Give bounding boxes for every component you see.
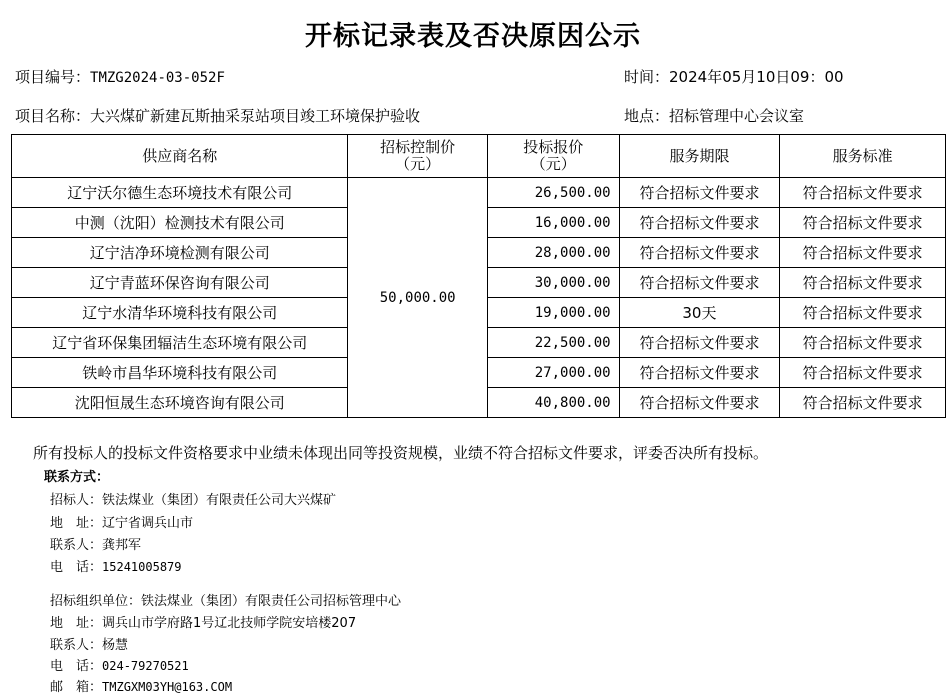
service-standard-cell: 符合招标文件要求 (780, 178, 946, 208)
tenderer-contact-row (50, 534, 141, 553)
service-standard-cell: 符合招标文件要求 (780, 358, 946, 388)
supplier-cell: 辽宁沃尔德生态环境技术有限公司 (12, 178, 348, 208)
service-standard-cell: 符合招标文件要求 (780, 238, 946, 268)
project-name (15, 105, 420, 126)
service-period-cell: 符合招标文件要求 (619, 388, 780, 418)
bid-price-cell: 27,000.00 (487, 358, 619, 388)
service-period-cell: 符合招标文件要求 (619, 268, 780, 298)
bid-price-cell: 40,800.00 (487, 388, 619, 418)
header-bid-price (487, 135, 619, 178)
bid-price-cell: 28,000.00 (487, 238, 619, 268)
supplier-cell: 铁岭市昌华环境科技有限公司 (12, 358, 348, 388)
contact-heading: 联系方式： (44, 470, 110, 485)
bid-record-table (11, 134, 946, 418)
tenderer-contact-value: 龚邦军 (102, 538, 142, 553)
service-period-cell: 符合招标文件要求 (619, 208, 780, 238)
service-period-cell: 符合招标文件要求 (619, 178, 780, 208)
project-number-value: TMZG2024-03-052F (90, 70, 225, 86)
tenderer-address-row (50, 512, 193, 531)
agency-row (50, 590, 401, 609)
supplier-cell: 中测（沈阳）检测技术有限公司 (12, 208, 348, 238)
bid-price-cell: 19,000.00 (487, 298, 619, 328)
service-period-cell: 30天 (619, 298, 780, 328)
bid-time (624, 66, 844, 87)
tenderer-phone-value: 15241005879 (102, 560, 182, 574)
service-standard-cell: 符合招标文件要求 (780, 298, 946, 328)
agency-contact-label: 联系人： (50, 638, 103, 653)
tenderer-value: 铁法煤业（集团）有限责任公司大兴煤矿 (102, 493, 337, 508)
agency-label: 招标组织单位： (50, 594, 142, 609)
header-bid-price-line2: （元） (530, 155, 576, 173)
agency-value: 铁法煤业（集团）有限责任公司招标管理中心 (141, 594, 402, 609)
supplier-cell: 沈阳恒晟生态环境咨询有限公司 (12, 388, 348, 418)
rejection-note: 所有投标人的投标文件资格要求中业绩未体现出同等投资规模，业绩不符合招标文件要求，评委否决所有投标。 (33, 444, 769, 462)
agency-phone-label: 电 话： (50, 659, 103, 674)
header-bid-price-line1: 投标报价 (523, 138, 584, 156)
service-period-cell: 符合招标文件要求 (619, 238, 780, 268)
agency-address-row (50, 612, 356, 631)
table-header-row (12, 135, 946, 178)
bid-location-label: 地点： (624, 107, 670, 125)
header-service-standard: 服务标准 (780, 135, 946, 178)
bid-location-value: 招标管理中心会议室 (669, 107, 805, 125)
supplier-cell: 辽宁水清华环境科技有限公司 (12, 298, 348, 328)
control-price-cell: 50,000.00 (348, 178, 488, 418)
agency-contact-row (50, 634, 128, 653)
service-standard-cell: 符合招标文件要求 (780, 328, 946, 358)
service-period-cell: 符合招标文件要求 (619, 328, 780, 358)
tenderer-label: 招标人： (50, 493, 103, 508)
agency-phone-row (50, 655, 189, 674)
tenderer-contact-label: 联系人： (50, 538, 103, 553)
project-number (15, 66, 225, 87)
header-control-price (348, 135, 488, 178)
tenderer-row (50, 489, 336, 508)
page-title: 开标记录表及否决原因公示 (305, 21, 641, 52)
supplier-cell: 辽宁青蓝环保咨询有限公司 (12, 268, 348, 298)
bid-price-cell: 26,500.00 (487, 178, 619, 208)
project-number-label: 项目编号： (15, 68, 91, 86)
bid-price-cell: 16,000.00 (487, 208, 619, 238)
agency-phone-value: 024-79270521 (102, 659, 189, 673)
header-control-price-line2: （元） (395, 155, 441, 173)
service-period-cell: 符合招标文件要求 (619, 358, 780, 388)
bid-location (624, 105, 804, 126)
agency-address-label: 地 址： (50, 616, 103, 631)
bid-price-cell: 22,500.00 (487, 328, 619, 358)
header-control-price-line1: 招标控制价 (380, 138, 456, 156)
agency-address-value: 调兵山市学府路1号辽北技师学院安培楼207 (102, 616, 357, 631)
bid-time-value: 2024年05月10日09：00 (669, 68, 844, 86)
supplier-cell: 辽宁省环保集团辐洁生态环境有限公司 (12, 328, 348, 358)
service-standard-cell: 符合招标文件要求 (780, 268, 946, 298)
tenderer-phone-row (50, 556, 182, 575)
agency-email-label: 邮 箱： (50, 680, 103, 695)
table-row (12, 178, 946, 208)
project-name-value: 大兴煤矿新建瓦斯抽采泵站项目竣工环境保护验收 (90, 107, 421, 125)
tenderer-address-label: 地 址： (50, 516, 103, 531)
agency-email-row (50, 676, 232, 695)
service-standard-cell: 符合招标文件要求 (780, 208, 946, 238)
header-service-period: 服务期限 (619, 135, 780, 178)
bid-price-cell: 30,000.00 (487, 268, 619, 298)
tenderer-phone-label: 电 话： (50, 560, 103, 575)
agency-email-value[interactable]: TMZGXM03YH@163.COM (102, 680, 233, 694)
supplier-cell: 辽宁洁净环境检测有限公司 (12, 238, 348, 268)
tenderer-address-value: 辽宁省调兵山市 (102, 516, 194, 531)
service-standard-cell: 符合招标文件要求 (780, 388, 946, 418)
project-name-label: 项目名称： (15, 107, 91, 125)
agency-contact-value: 杨慧 (102, 638, 129, 653)
bid-time-label: 时间： (624, 68, 670, 86)
header-supplier: 供应商名称 (12, 135, 348, 178)
